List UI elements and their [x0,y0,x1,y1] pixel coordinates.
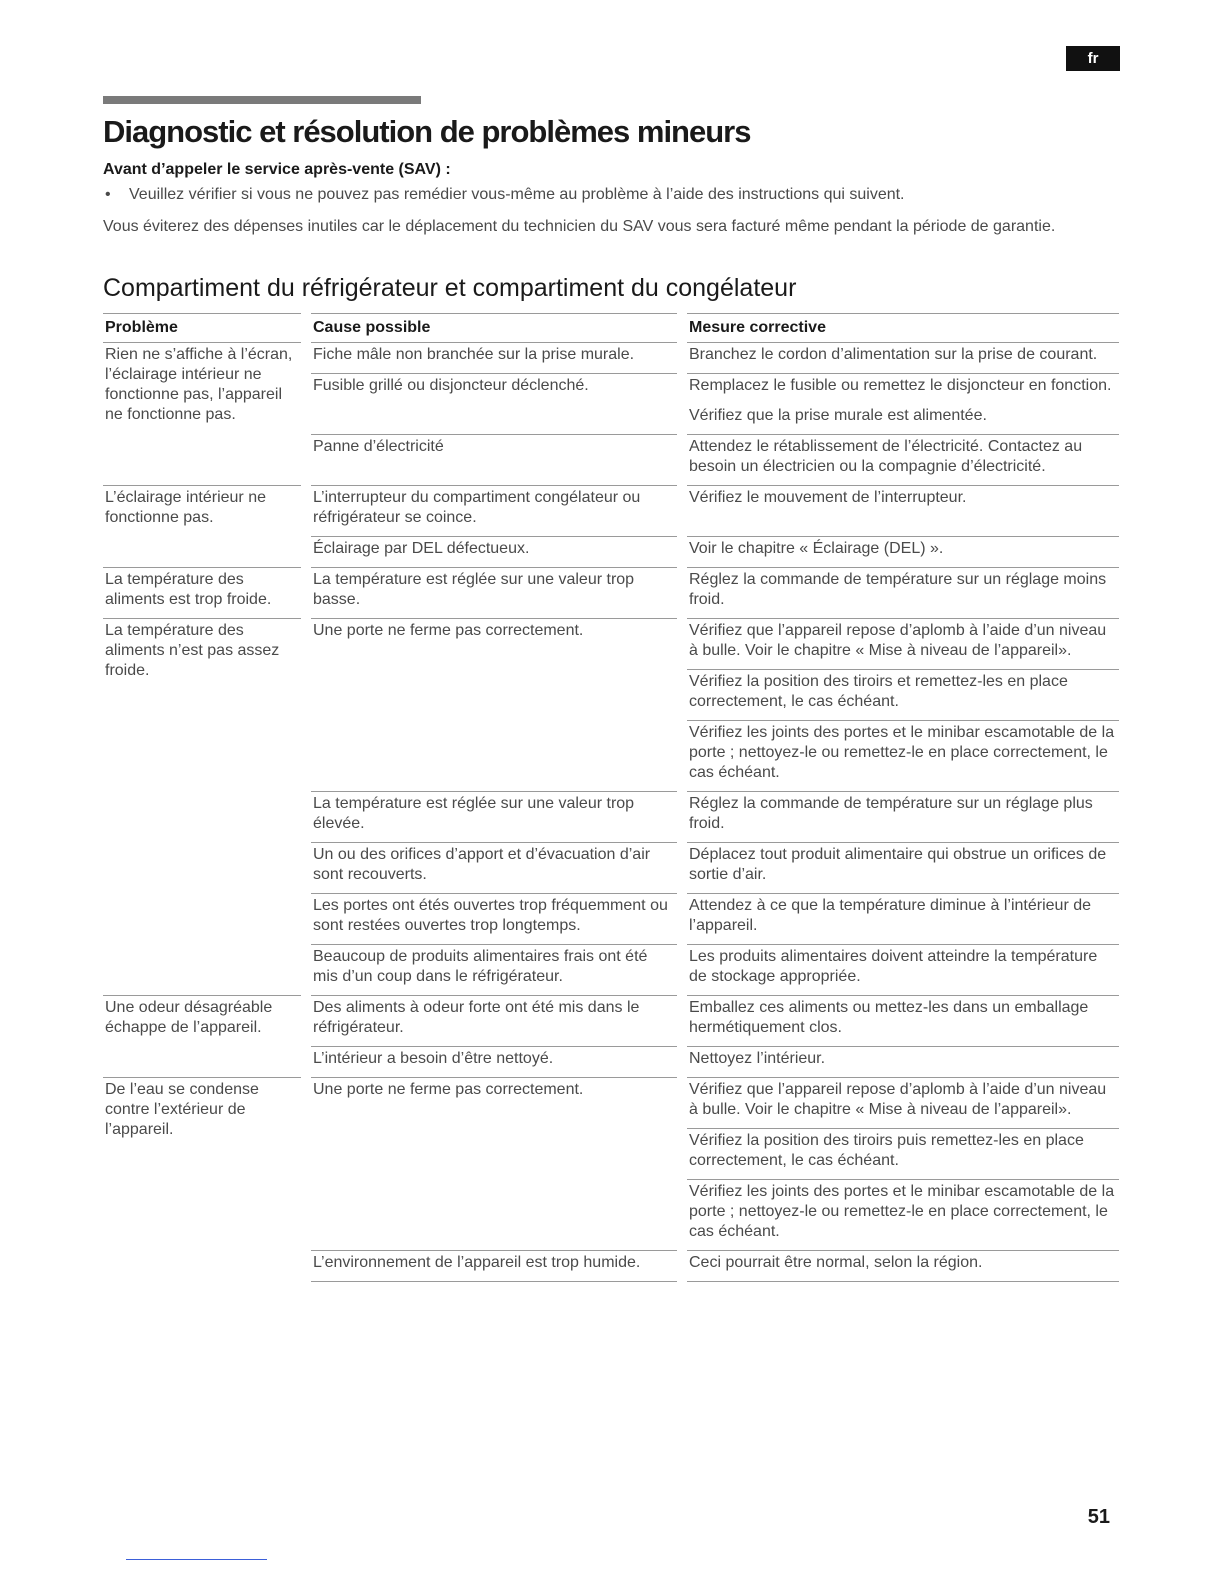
header-cause: Cause possible [311,313,677,343]
intro-subheading: Avant d’appeler le service après-vente (SAV) : [103,161,451,178]
remedy-cell: Ceci pourrait être normal, selon la région. [687,1250,1119,1282]
table-row [103,618,1119,669]
cause-cell: Beaucoup de produits alimentaires frais ont été mis d’un coup dans le réfrigérateur. [311,944,677,995]
intro-section [103,160,1123,237]
remedy-cell: Vérifiez les joints des portes et le minibar escamotable de la porte ; nettoyez-le ou remettez-le en place correctement, le cas échéant. [687,1179,1119,1250]
cause-cell: Un ou des orifices d’apport et d’évacuation d’air sont recouverts. [311,842,677,893]
troubleshooting-table [93,313,1129,1282]
section-title: Compartiment du réfrigérateur et compartiment du congélateur [103,274,797,302]
remedy-cell: Remplacez le fusible ou remettez le disjoncteur en fonction. [687,373,1119,404]
table-row [103,343,1119,373]
intro-bullet-text: Veuillez vérifier si vous ne pouvez pas remédier vous-même au problème à l’aide des instructions qui suivent. [129,186,905,203]
header-problem: Problème [103,313,301,343]
title-accent-bar [103,96,421,104]
remedy-cell: Attendez le rétablissement de l’électricité. Contactez au besoin un électricien ou la compagnie d’électricité. [687,434,1119,485]
cause-cell: Une porte ne ferme pas correctement. [311,1077,677,1250]
header-remedy: Mesure corrective [687,313,1119,343]
page-title: Diagnostic et résolution de problèmes mineurs [103,114,751,149]
problem-cell: La température des aliments est trop froide. [103,567,301,618]
cause-cell: Fusible grillé ou disjoncteur déclenché. [311,373,677,434]
problem-cell: De l’eau se condense contre l’extérieur de l’appareil. [103,1077,301,1282]
remedy-cell: Réglez la commande de température sur un réglage moins froid. [687,567,1119,618]
cause-cell: L’interrupteur du compartiment congélateur ou réfrigérateur se coince. [311,485,677,536]
problem-cell: L’éclairage intérieur ne fonctionne pas. [103,485,301,567]
problem-cell: La température des aliments n’est pas assez froide. [103,618,301,995]
remedy-cell: Déplacez tout produit alimentaire qui obstrue un orifices de sortie d’air. [687,842,1119,893]
footer-link-line [126,1559,267,1560]
remedy-cell: Vérifiez que la prise murale est alimentée. [689,407,987,424]
cause-cell: La température est réglée sur une valeur trop basse. [311,567,677,618]
cause-cell: La température est réglée sur une valeur trop élevée. [311,791,677,842]
cause-cell: Les portes ont étés ouvertes trop fréquemment ou sont restées ouvertes trop longtemps. [311,893,677,944]
remedy-cell: Vérifiez la position des tiroirs puis remettez-les en place correctement, le cas échéant. [687,1128,1119,1179]
cause-cell: Fiche mâle non branchée sur la prise murale. [313,346,635,363]
problem-cell: Une odeur désagréable échappe de l’appareil. [103,995,301,1077]
remedy-cell: Vérifiez le mouvement de l’interrupteur. [687,485,1119,536]
remedy-cell: Vérifiez les joints des portes et le minibar escamotable de la porte ; nettoyez-le ou remettez-le en place correctement, le cas échéant. [687,720,1119,791]
problem-cell: Rien ne s’affiche à l’écran, l’éclairage intérieur ne fonctionne pas, l’appareil ne fonctionne pas. [105,346,293,423]
remedy-cell: Voir le chapitre « Éclairage (DEL) ». [687,536,1119,567]
remedy-cell: Vérifiez que l’appareil repose d’aplomb à l’aide d’un niveau à bulle. Voir le chapitre « Mise à niveau de l’appareil». [687,1077,1119,1128]
bullet-dot: • [105,186,111,203]
language-badge: fr [1066,46,1120,71]
cause-cell: Des aliments à odeur forte ont été mis dans le réfrigérateur. [311,995,677,1046]
cause-cell: Une porte ne ferme pas correctement. [311,618,677,791]
table-row [103,567,1119,618]
cause-cell: Éclairage par DEL défectueux. [311,536,677,567]
remedy-cell: Vérifiez la position des tiroirs et remettez-les en place correctement, le cas échéant. [687,669,1119,720]
table-row [103,485,1119,536]
cause-cell: L’intérieur a besoin d’être nettoyé. [311,1046,677,1077]
remedy-cell: Vérifiez que l’appareil repose d’aplomb à l’aide d’un niveau à bulle. Voir le chapitre « Mise à niveau de l’appareil». [687,618,1119,669]
remedy-cell: Réglez la commande de température sur un réglage plus froid. [687,791,1119,842]
table-row [103,1077,1119,1128]
table-row [103,995,1119,1046]
cause-cell: L’environnement de l’appareil est trop humide. [311,1250,677,1282]
intro-paragraph: Vous éviterez des dépenses inutiles car le déplacement du technicien du SAV vous sera facturé même pendant la période de garantie. [103,218,1056,235]
cause-cell: Panne d’électricité [311,434,677,485]
remedy-cell: Les produits alimentaires doivent atteindre la température de stockage appropriée. [687,944,1119,995]
remedy-cell: Branchez le cordon d’alimentation sur la prise de courant. [689,346,1098,363]
page-number: 51 [1087,1506,1110,1528]
intro-bullet [103,185,1123,205]
remedy-cell: Nettoyez l’intérieur. [687,1046,1119,1077]
remedy-cell: Attendez à ce que la température diminue à l’intérieur de l’appareil. [687,893,1119,944]
table-header-row [103,313,1119,343]
remedy-cell: Emballez ces aliments ou mettez-les dans un emballage hermétiquement clos. [687,995,1119,1046]
